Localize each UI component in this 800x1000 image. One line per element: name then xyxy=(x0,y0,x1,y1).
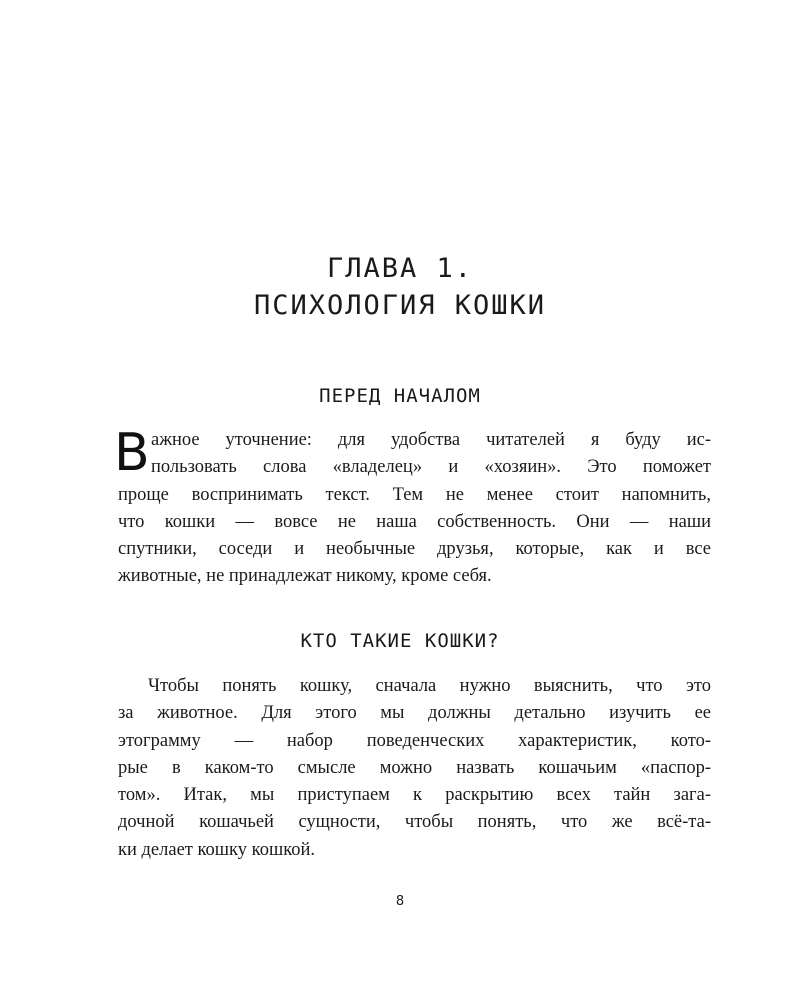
text-line: спутники, соседи и необычные друзья, которые, как и все xyxy=(118,539,711,560)
text-line: дочной кошачьей сущности, чтобы понять, что же всё-та- xyxy=(118,812,711,833)
text-line: ки делает кошку кошкой. xyxy=(118,839,316,860)
text-line: пользовать слова «владелец» и «хозяин». Это поможет xyxy=(151,457,711,478)
text-line: том». Итак, мы приступаем к раскрытию всех тайн зага- xyxy=(118,785,711,806)
text-line: Чтобы понять кошку, сначала нужно выяснить, что это xyxy=(148,676,711,696)
page-number: 8 xyxy=(395,894,405,909)
text-line: проще воспринимать текст. Тем не менее стоит напомнить, xyxy=(118,484,711,505)
chapter-title xyxy=(0,250,800,324)
chapter-number: ГЛАВА 1. xyxy=(326,253,474,284)
text-line: этограмму — набор поведенческих характеристик, кото- xyxy=(118,730,711,751)
text-line: что кошки — вовсе не наша собственность. Они — наши xyxy=(118,511,711,532)
section-heading-who-are-cats: КТО ТАКИЕ КОШКИ? xyxy=(300,630,500,652)
paragraph-who-are-cats xyxy=(118,673,711,864)
paragraph-before-start xyxy=(118,427,711,591)
section-heading-before-start: ПЕРЕД НАЧАЛОМ xyxy=(319,385,481,407)
text-line: за животное. Для этого мы должны детально изучить ее xyxy=(118,703,711,724)
text-line: животные, не принадлежат никому, кроме себя. xyxy=(118,566,492,587)
text-line: ажное уточнение: для удобства читателей я буду ис- xyxy=(151,430,711,450)
drop-cap: В xyxy=(114,423,150,483)
text-line: рые в каком-то смысле можно назвать кошачьим «паспор- xyxy=(118,757,711,778)
chapter-name: ПСИХОЛОГИЯ КОШКИ xyxy=(253,290,547,321)
